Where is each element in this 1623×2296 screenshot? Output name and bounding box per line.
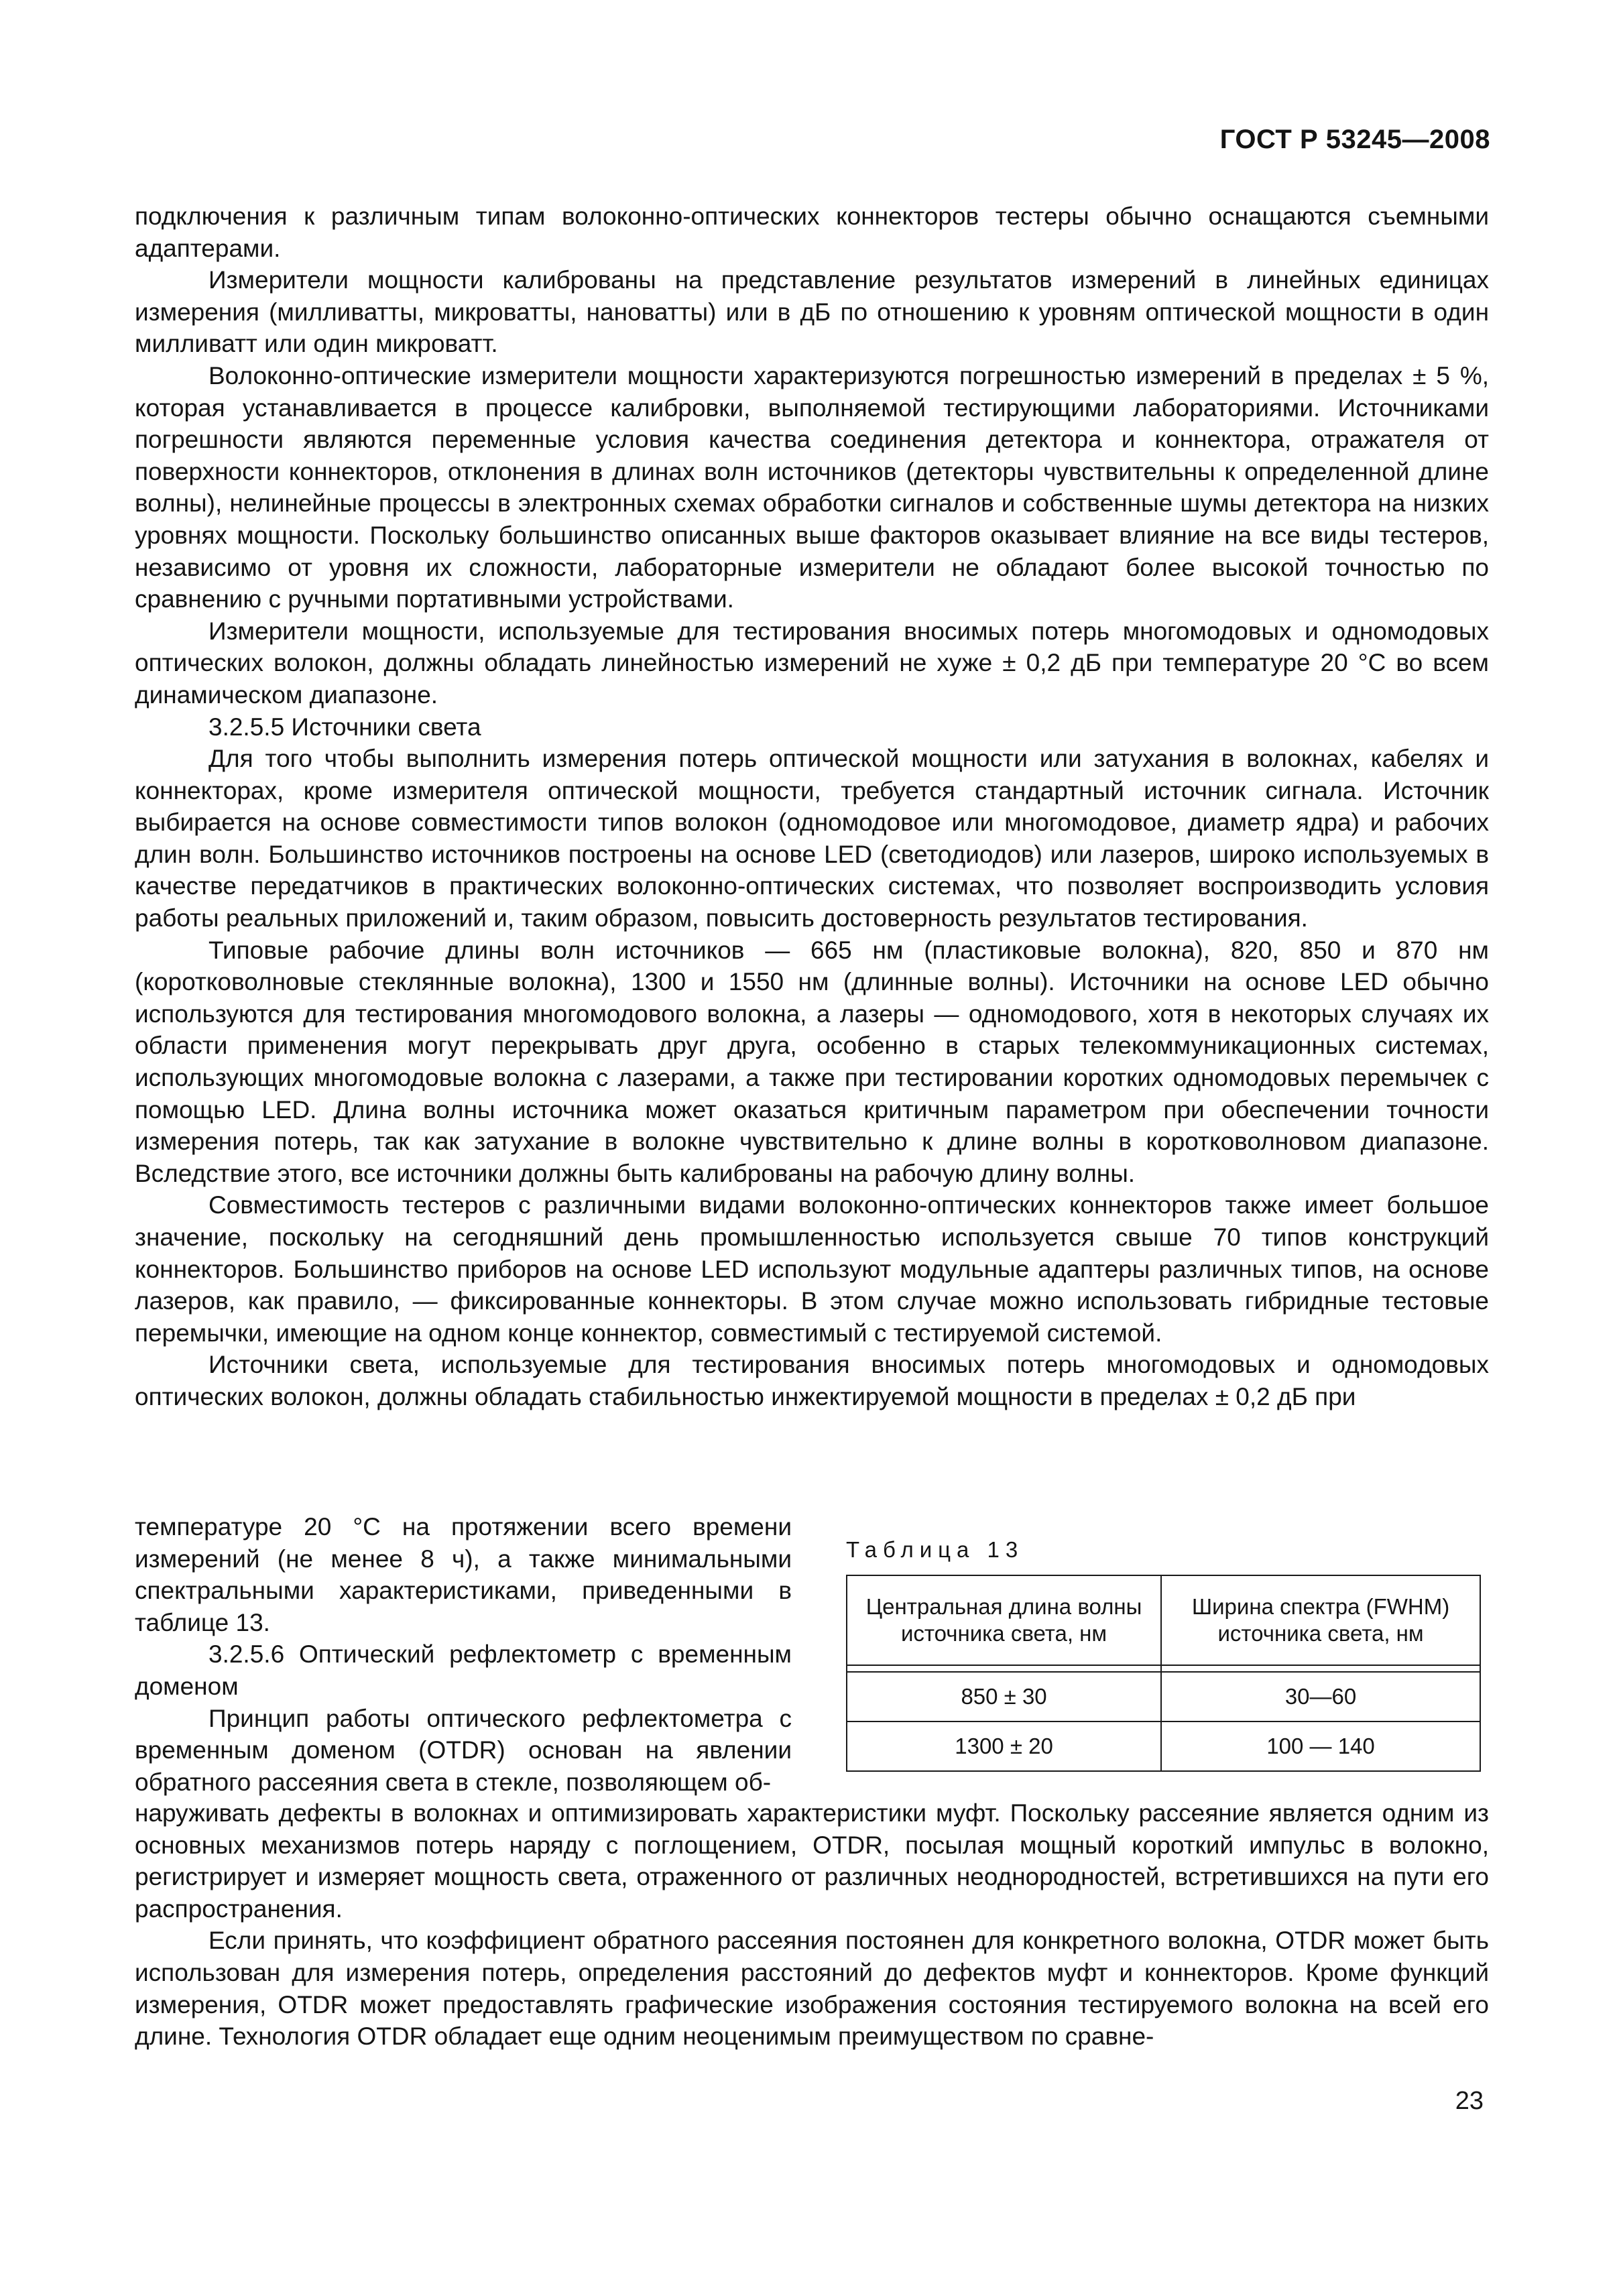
table-spacer-row bbox=[847, 1665, 1480, 1672]
paragraph: Волоконно-оптические измерители мощности характеризуются погрешностью измерений в пределах ± 5 %, которая устанавливается в процессе калибровки, выполняемой тестирующими лабораториями. Источниками погрешности являются переменные условия качества соединения детектора и коннектора, отражателя от поверхности коннекторов, отклонения в длинах волн источников (детекторы чувствительны к определенной длине волны), нелинейные процессы в электронных схемах обработки сигналов и собственные шумы детектора на низких уровнях мощности. Поскольку большинство описанных выше факторов оказывает влияние на все виды тестеров, независимо от уровня их сложности, лабораторные измерители не обладают более высокой точностью по сравнению с ручными портативными устройствами. bbox=[135, 361, 1489, 613]
paragraph: Источники света, используемые для тестирования вносимых потерь многомодовых и одномодовых оптических волокон, должны обладать стабильностью инжектируемой мощности в пределах ± 0,2 дБ при bbox=[135, 1351, 1489, 1410]
paragraph: Измерители мощности калиброваны на представление результатов измерений в линейных единицах измерения (милливатты, микроватты, нановатты) или в дБ по отношению к уровням оптической мощности в один милливатт или один микроватт. bbox=[135, 266, 1489, 358]
paragraph: Для того чтобы выполнить измерения потерь оптической мощности или затухания в волокнах, кабелях и коннекторах, кроме измерителя оптической мощности, требуется стандартный источник сигнала. Источник выбирается на основе совместимости типов волокон (одномодовое или многомодовое, диаметр ядра) и рабочих длин волн. Большинство источников построены на основе LED (светодиодов) или лазеров, широко используемых в качестве передатчиков в практических волоконно-оптических системах, что позволяет воспроизводить условия работы реальных приложений и, таким образом, повысить достоверность результатов тестирования. bbox=[135, 745, 1489, 932]
paragraph: наруживать дефекты в волокнах и оптимизировать характеристики муфт. Поскольку рассеяние является одним из основных механизмов потерь наряду с поглощением, OTDR, посылая мощный короткий импульс в волокно, регистрирует и измеряет мощность света, отраженного от различных неоднородностей, встретившихся на пути его распространения. bbox=[135, 1799, 1489, 1923]
page-number: 23 bbox=[1455, 2087, 1484, 2115]
table-row bbox=[847, 1721, 1480, 1771]
paragraph: Измерители мощности, используемые для тестирования вносимых потерь многомодовых и одномодовых оптических волокон, должны обладать линейностью измерений не хуже ± 0,2 дБ при температуре 20 °С во всем динамическом диапазоне. bbox=[135, 617, 1489, 709]
body-text-upper bbox=[135, 200, 1489, 1413]
table-cell: 850 ± 30 bbox=[847, 1672, 1161, 1721]
table-header-cell: Ширина спектра (FWHM) источника света, нм bbox=[1161, 1575, 1480, 1665]
paragraph: Типовые рабочие длины волн источников — 665 нм (пластиковые волокна), 820, 850 и 870 нм (коротковолновые стеклянные волокна), 1300 и 1550 нм (длинные волны). Источники на основе LED обычно используются для тестирования многомодового волокна, а лазеры — одномодового, хотя в некоторых случаях их области применения могут перекрывать друг друга, особенно в старых телекоммуникационных системах, использующих многомодовые волокна с лазерами, а также при тестировании коротких одномодовых перемычек с помощью LED. Длина волны источника может оказаться критичным параметром при обеспечении точности измерения потерь, так как затухание в волокне чувствительно к длине волны в коротковолновом диапазоне. Вследствие этого, все источники должны быть калиброваны на рабочую длину волны. bbox=[135, 936, 1489, 1187]
paragraph: подключения к различным типам волоконно-оптических коннекторов тестеры обычно оснащаются съемными адаптерами. bbox=[135, 202, 1489, 262]
table-cell: 30—60 bbox=[1161, 1672, 1480, 1721]
spectral-table bbox=[846, 1575, 1481, 1772]
table-header-cell: Центральная длина волны источника света, нм bbox=[847, 1575, 1161, 1665]
table-row bbox=[847, 1672, 1480, 1721]
paragraph: Принцип работы оптического рефлектометра с временным доменом (OTDR) основан на явлении обратного рассеяния света в стекле, позволяющем об- bbox=[135, 1704, 792, 1796]
paragraph: Совместимость тестеров с различными видами волоконно-оптических коннекторов также имеет большое значение, поскольку на сегодняшний день промышленностью используется свыше 70 типов конструкций коннекторов. Большинство приборов на основе LED используют модульные адаптеры различных типов, на основе лазеров, как правило, — фиксированные коннекторы. В этом случае можно использовать гибридные тестовые перемычки, имеющие на одном конце коннектор, совместимый с тестируемой системой. bbox=[135, 1191, 1489, 1347]
paragraph: температуре 20 °С на протяжении всего времени измерений (не менее 8 ч), а также минимальными спектральными характеристиками, приведенными в таблице 13. bbox=[135, 1513, 792, 1636]
body-text-lower bbox=[135, 1797, 1489, 2053]
body-text-wrapped bbox=[135, 1511, 792, 1798]
paragraph: Если принять, что коэффициент обратного рассеяния постоянен для конкретного волокна, OTDR может быть использован для измерения потерь, определения расстояний до дефектов муфт и коннекторов. Кроме функций измерения, OTDR может предоставлять графические изображения состояния тестируемого волокна на всей его длине. Технология OTDR обладает еще одним неоценимым преимуществом по сравне- bbox=[135, 1927, 1489, 2051]
table-cell: 100 — 140 bbox=[1161, 1721, 1480, 1771]
section-heading: 3.2.5.6 Оптический рефлектометр с временным доменом bbox=[135, 1640, 792, 1700]
table-header-row bbox=[847, 1575, 1480, 1665]
table-caption: Таблица 13 bbox=[846, 1537, 1024, 1562]
standard-header: ГОСТ Р 53245—2008 bbox=[1219, 125, 1490, 154]
table-cell: 1300 ± 20 bbox=[847, 1721, 1161, 1771]
section-heading: 3.2.5.5 Источники света bbox=[208, 713, 481, 741]
